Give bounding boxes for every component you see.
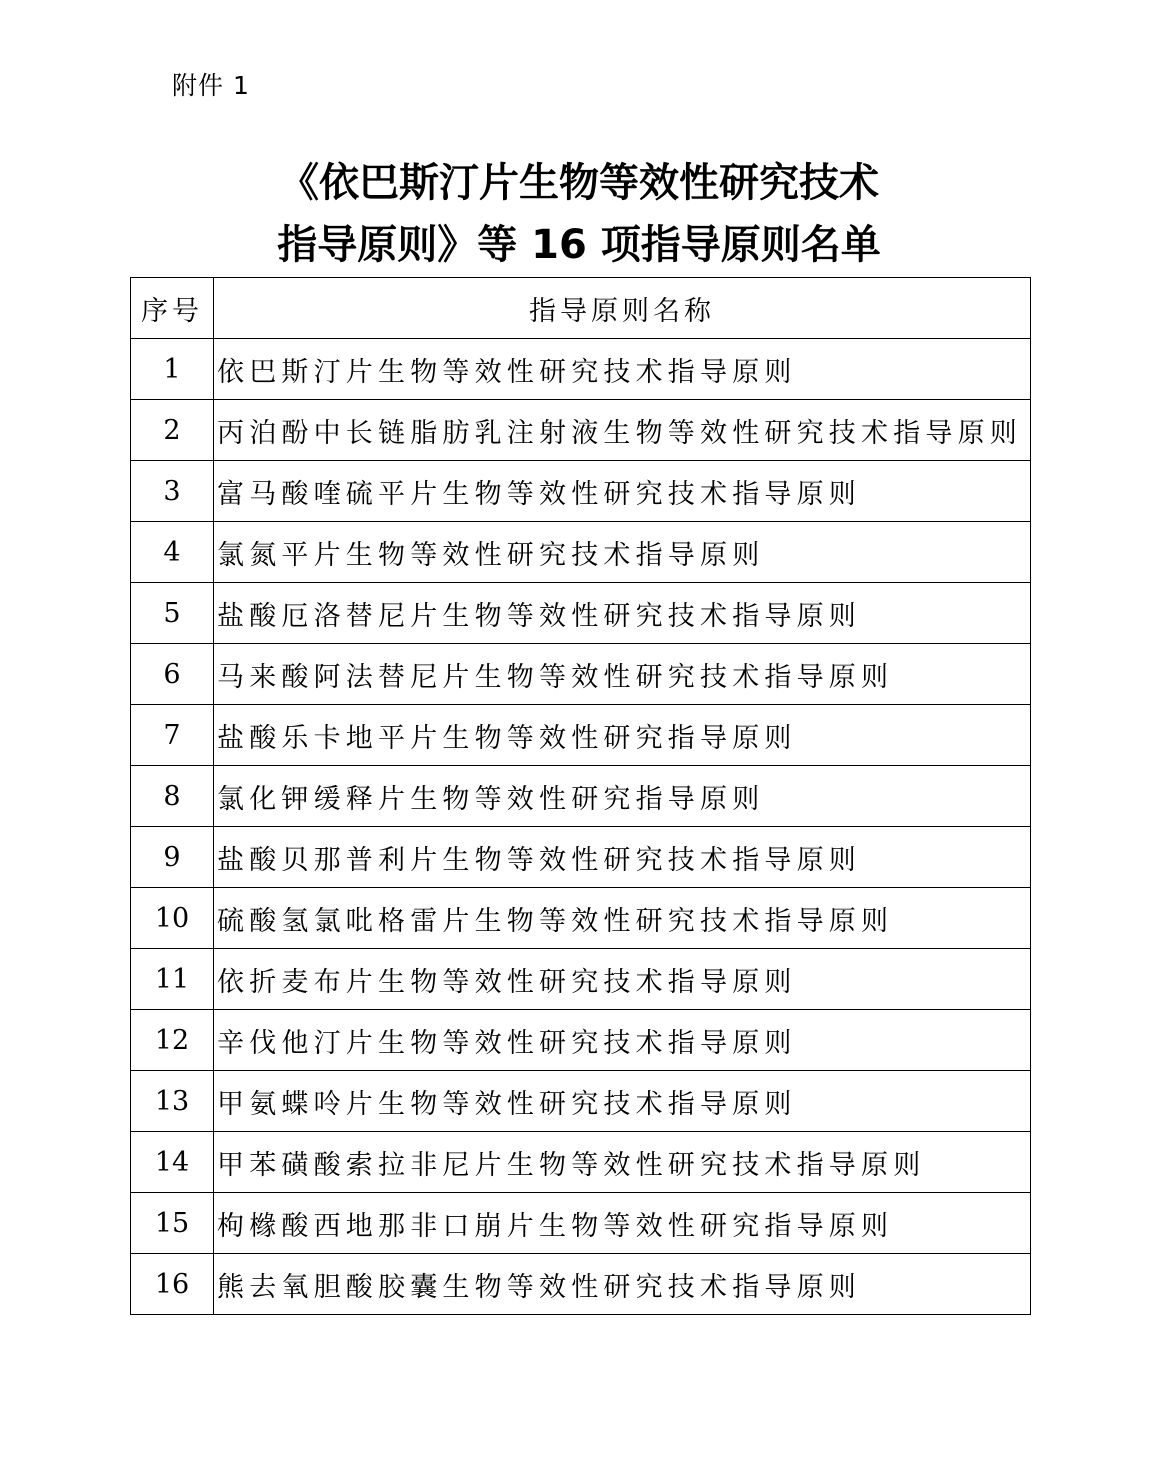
row-number: 13	[131, 1071, 214, 1132]
row-number: 2	[131, 400, 214, 461]
row-name: 氯化钾缓释片生物等效性研究指导原则	[214, 766, 1031, 827]
row-name: 熊去氧胆酸胶囊生物等效性研究技术指导原则	[214, 1254, 1031, 1315]
header-number: 序号	[131, 278, 214, 339]
table-header-row	[131, 278, 1031, 339]
row-number: 3	[131, 461, 214, 522]
row-number: 16	[131, 1254, 214, 1315]
guideline-list-table	[130, 277, 1031, 1315]
attachment-label: 附件 1	[172, 71, 250, 100]
row-number: 9	[131, 827, 214, 888]
table-row	[131, 949, 1031, 1010]
table-row	[131, 339, 1031, 400]
row-number: 7	[131, 705, 214, 766]
table-row	[131, 705, 1031, 766]
row-name: 盐酸贝那普利片生物等效性研究技术指导原则	[214, 827, 1031, 888]
table-row	[131, 1193, 1031, 1254]
row-name: 依巴斯汀片生物等效性研究技术指导原则	[214, 339, 1031, 400]
table-row	[131, 1010, 1031, 1071]
row-number: 8	[131, 766, 214, 827]
row-name: 马来酸阿法替尼片生物等效性研究技术指导原则	[214, 644, 1031, 705]
row-name: 辛伐他汀片生物等效性研究技术指导原则	[214, 1010, 1031, 1071]
row-name: 盐酸乐卡地平片生物等效性研究指导原则	[214, 705, 1031, 766]
table-row	[131, 583, 1031, 644]
row-name: 枸橼酸西地那非口崩片生物等效性研究指导原则	[214, 1193, 1031, 1254]
header-name: 指导原则名称	[214, 278, 1031, 339]
row-name: 依折麦布片生物等效性研究技术指导原则	[214, 949, 1031, 1010]
title-line-2: 指导原则》等 16 项指导原则名单	[277, 222, 881, 268]
row-name: 氯氮平片生物等效性研究技术指导原则	[214, 522, 1031, 583]
row-number: 1	[131, 339, 214, 400]
row-name: 丙泊酚中长链脂肪乳注射液生物等效性研究技术指导原则	[214, 400, 1031, 461]
table-row	[131, 766, 1031, 827]
row-name: 富马酸喹硫平片生物等效性研究技术指导原则	[214, 461, 1031, 522]
row-number: 15	[131, 1193, 214, 1254]
document-title	[0, 152, 1158, 276]
row-number: 12	[131, 1010, 214, 1071]
row-number: 11	[131, 949, 214, 1010]
table-row	[131, 644, 1031, 705]
table-row	[131, 1254, 1031, 1315]
row-number: 6	[131, 644, 214, 705]
row-name: 盐酸厄洛替尼片生物等效性研究技术指导原则	[214, 583, 1031, 644]
row-number: 10	[131, 888, 214, 949]
table-row	[131, 1071, 1031, 1132]
table-row	[131, 888, 1031, 949]
row-name: 甲氨蝶呤片生物等效性研究技术指导原则	[214, 1071, 1031, 1132]
row-name: 甲苯磺酸索拉非尼片生物等效性研究技术指导原则	[214, 1132, 1031, 1193]
title-line-1: 《依巴斯汀片生物等效性研究技术	[279, 160, 879, 206]
row-number: 4	[131, 522, 214, 583]
table-row	[131, 461, 1031, 522]
table-row	[131, 522, 1031, 583]
row-name: 硫酸氢氯吡格雷片生物等效性研究技术指导原则	[214, 888, 1031, 949]
table-row	[131, 1132, 1031, 1193]
table-row	[131, 400, 1031, 461]
row-number: 14	[131, 1132, 214, 1193]
row-number: 5	[131, 583, 214, 644]
table-row	[131, 827, 1031, 888]
